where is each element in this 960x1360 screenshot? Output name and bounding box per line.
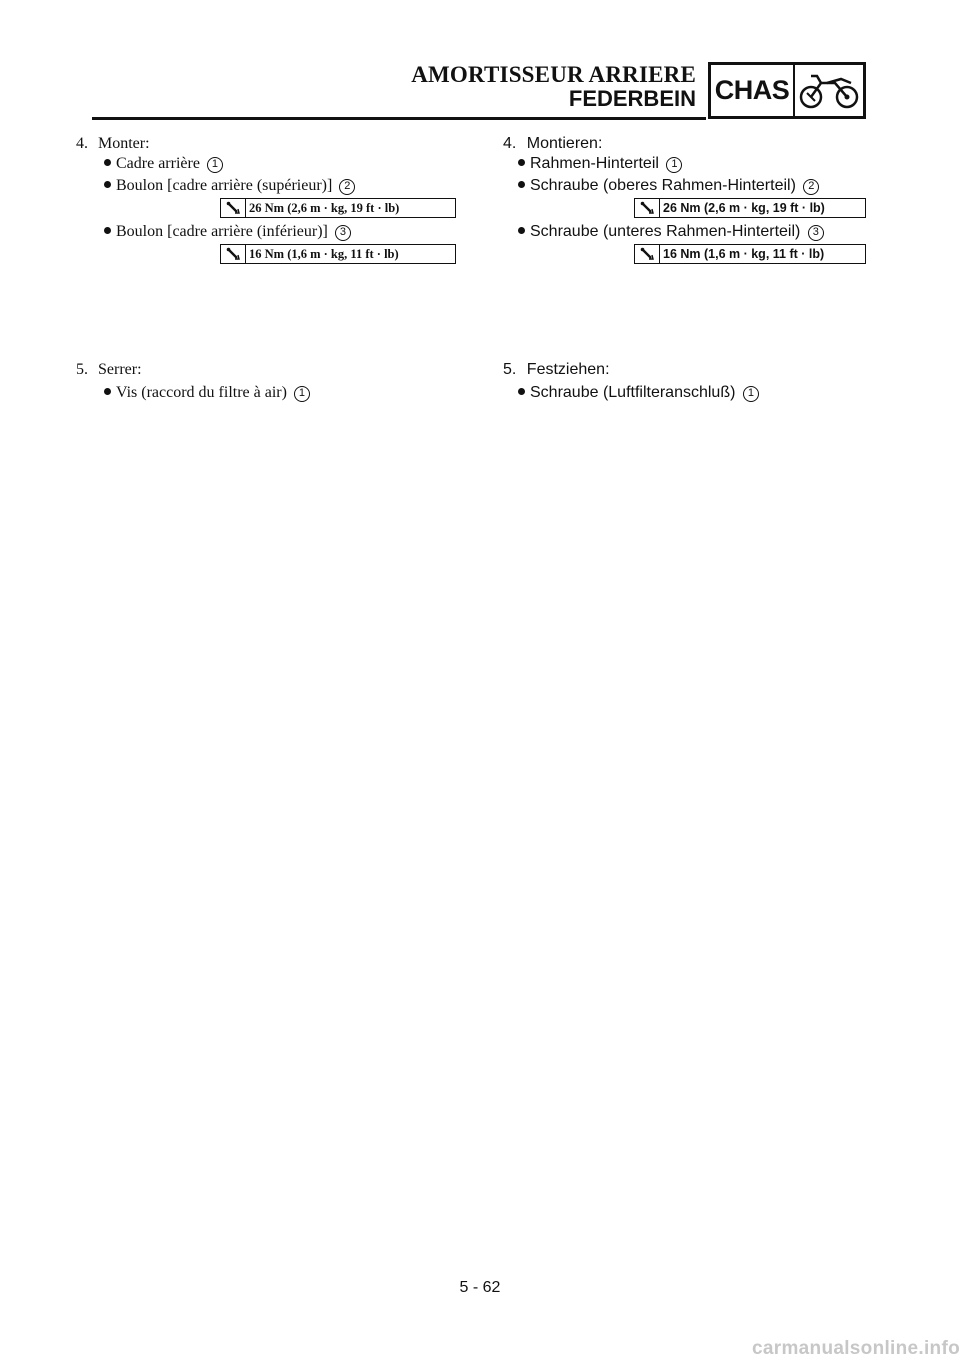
de-torque-spec-1 bbox=[634, 198, 866, 218]
bullet-dot bbox=[518, 227, 525, 234]
badge-label: CHAS bbox=[711, 65, 795, 116]
step-number: 4. bbox=[76, 135, 88, 152]
torque-value: 26 Nm (2,6 m · kg, 19 ft · lb) bbox=[663, 201, 825, 215]
item-text: Vis (raccord du filtre à air) bbox=[116, 384, 287, 401]
torque-value: 16 Nm (1,6 m · kg, 11 ft · lb) bbox=[249, 246, 399, 261]
item-text: Cadre arrière bbox=[116, 155, 200, 172]
reference-number: 3 bbox=[808, 225, 824, 241]
step-number: 5. bbox=[76, 361, 88, 378]
bullet-dot bbox=[518, 159, 525, 166]
fr-item-lower-bolt bbox=[104, 222, 351, 242]
bullet-dot bbox=[518, 388, 525, 395]
de-item-upper-bolt bbox=[518, 176, 819, 196]
step-label: Serrer: bbox=[98, 361, 142, 378]
fr-item-upper-bolt bbox=[104, 176, 355, 196]
reference-number: 1 bbox=[666, 157, 682, 173]
reference-number: 3 bbox=[335, 225, 351, 241]
reference-number: 2 bbox=[803, 179, 819, 195]
item-text: Boulon [cadre arrière (supérieur)] bbox=[116, 177, 333, 194]
de-step-4 bbox=[503, 134, 602, 154]
torque-value: 26 Nm (2,6 m · kg, 19 ft · lb) bbox=[249, 200, 400, 215]
page-number: 5 - 62 bbox=[459, 1279, 501, 1296]
fr-item-air-filter-screw bbox=[104, 383, 310, 403]
reference-number: 1 bbox=[743, 386, 759, 402]
fr-item-rear-frame bbox=[104, 154, 223, 174]
torque-wrench-icon bbox=[221, 245, 246, 263]
de-item-lower-bolt bbox=[518, 222, 824, 242]
step-label: Monter: bbox=[98, 135, 150, 152]
section-title-german: FEDERBEIN bbox=[568, 86, 696, 111]
step-label: Festziehen: bbox=[526, 361, 610, 378]
item-text: Boulon [cadre arrière (inférieur)] bbox=[116, 223, 328, 240]
header-divider bbox=[92, 117, 706, 120]
de-step-5 bbox=[503, 360, 610, 380]
de-torque-spec-2 bbox=[634, 244, 866, 264]
fr-torque-spec-1 bbox=[220, 198, 456, 218]
fr-step-4 bbox=[76, 134, 150, 154]
chassis-section-badge bbox=[708, 62, 866, 119]
torque-wrench-icon bbox=[635, 245, 660, 263]
watermark: carmanualsonline.info bbox=[752, 1338, 960, 1359]
item-text: Rahmen-Hinterteil bbox=[530, 155, 659, 172]
motorcycle-icon bbox=[795, 65, 863, 116]
step-number: 4. bbox=[503, 135, 517, 152]
bullet-dot bbox=[104, 159, 111, 166]
reference-number: 2 bbox=[339, 179, 355, 195]
step-label: Montieren: bbox=[526, 135, 603, 152]
bullet-dot bbox=[104, 181, 111, 188]
section-title-french: AMORTISSEUR ARRIERE bbox=[411, 62, 696, 87]
fr-torque-spec-2 bbox=[220, 244, 456, 264]
item-text: Schraube (oberes Rahmen-Hinterteil) bbox=[530, 177, 796, 194]
torque-value: 16 Nm (1,6 m · kg, 11 ft · lb) bbox=[663, 247, 825, 261]
item-text: Schraube (unteres Rahmen-Hinterteil) bbox=[530, 223, 801, 240]
torque-wrench-icon bbox=[635, 199, 660, 217]
step-number: 5. bbox=[503, 361, 517, 378]
torque-wrench-icon bbox=[221, 199, 246, 217]
bullet-dot bbox=[518, 181, 525, 188]
de-item-rear-frame bbox=[518, 154, 682, 174]
reference-number: 1 bbox=[294, 386, 310, 402]
reference-number: 1 bbox=[207, 157, 223, 173]
item-text: Schraube (Luftfilteranschluß) bbox=[530, 384, 736, 401]
fr-step-5 bbox=[76, 360, 142, 380]
de-item-air-filter-screw bbox=[518, 383, 759, 403]
bullet-dot bbox=[104, 227, 111, 234]
bullet-dot bbox=[104, 388, 111, 395]
